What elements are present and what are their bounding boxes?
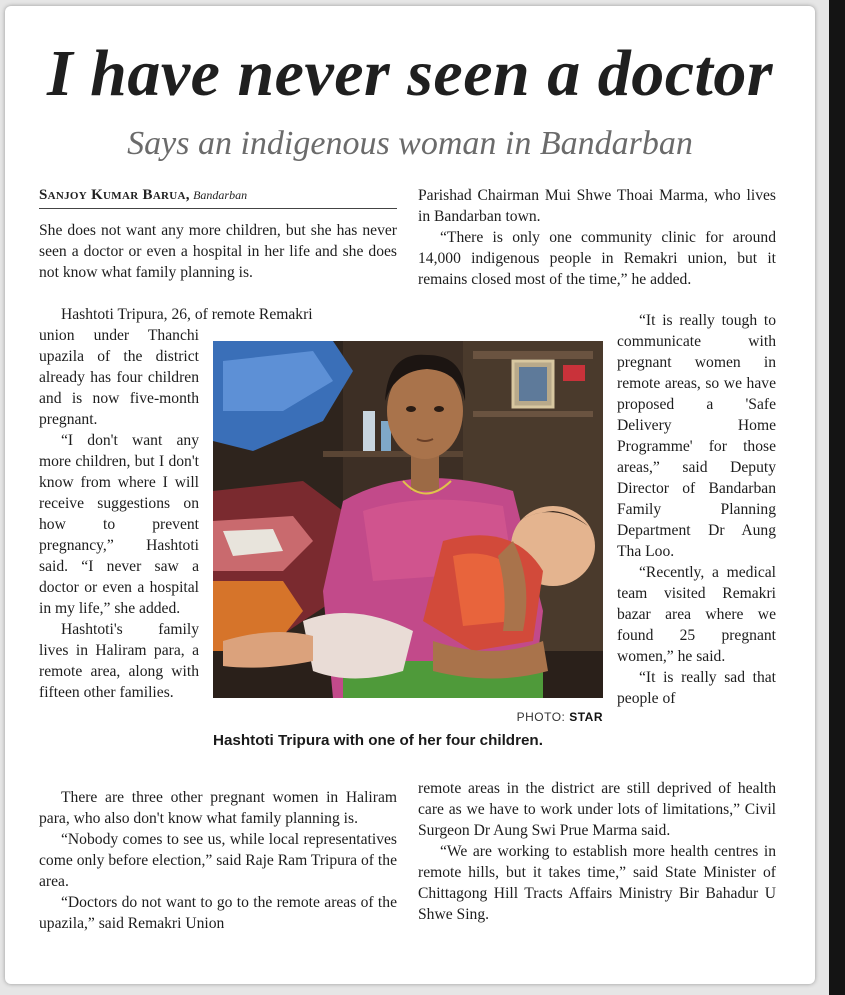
paragraph-3: “I don't want any more children, but I don't know from where I will receive suggestions on how to prevent pregnancy,” Hashtoti said. “I never saw a doctor or even a hospital in my life,” she added. bbox=[39, 432, 199, 617]
paragraph-2: union under Thanchi upazila of the district already has four children and is now five-month pregnant. bbox=[39, 327, 199, 428]
byline bbox=[39, 186, 397, 209]
article-photo bbox=[213, 341, 603, 698]
paragraph-1: She does not want any more children, but she has never seen a doctor or even a hospital in her life and she does not know what family planning is. bbox=[39, 222, 397, 281]
left-narrow-column bbox=[39, 325, 199, 703]
photo-credit: PHOTO: STAR bbox=[516, 710, 603, 724]
paragraph-7: “Doctors do not want to go to the remote areas of the upazila,” said Remakri Union bbox=[39, 894, 397, 932]
paragraph-5: There are three other pregnant women in Haliram para, who also don't know what family planning is. bbox=[39, 789, 397, 827]
right-upper-column bbox=[418, 185, 776, 290]
left-lower-column bbox=[39, 787, 397, 934]
paragraph-11-lead: “It is really sad that people of bbox=[617, 669, 776, 707]
paragraph-11: remote areas in the district are still deprived of health care as we have to work under lots of limitations,” Civil Surgeon Dr Aung Swi Prue Marma said. bbox=[418, 780, 776, 839]
headline: I have never seen a doctor bbox=[46, 37, 774, 110]
paragraph-6: “Nobody comes to see us, while local representatives come only before election,” said Raje Ram Tripura of the area. bbox=[39, 831, 397, 890]
paragraph-10: “Recently, a medical team visited Remakri bazar area where we found 25 pregnant women,” he said. bbox=[617, 564, 776, 665]
subheadline: Says an indigenous woman in Bandarban bbox=[127, 125, 693, 162]
byline-location: Bandarban bbox=[193, 188, 248, 202]
right-narrow-column bbox=[617, 310, 776, 709]
paragraph-12: “We are working to establish more health centres in remote hills, but it takes time,” said State Minister of Chittagong Hill Tracts Affairs Ministry Bir Bahadur U Shwe Sing. bbox=[418, 843, 776, 923]
right-edge-strip bbox=[829, 0, 845, 995]
right-lower-column bbox=[418, 778, 776, 925]
paragraph-4: Hashtoti's family lives in Haliram para, a remote area, along with fifteen other families. bbox=[39, 621, 199, 701]
photo-caption: Hashtoti Tripura with one of her four children. bbox=[213, 732, 543, 749]
byline-author: Sanjoy Kumar Barua, bbox=[39, 187, 190, 203]
paragraph-9: “It is really tough to communicate with pregnant women in remote areas, so we have proposed a 'Safe Delivery Home Programme' for those areas,” said Deputy Director of Bandarban Family Planning Department Dr Aung Tha Loo. bbox=[617, 312, 776, 560]
paragraph-8: “There is only one community clinic for around 14,000 indigenous people in Remakri union, but it remains closed most of the time,” he added. bbox=[418, 229, 776, 288]
paragraph-2-lead: Hashtoti Tripura, 26, of remote Remakri bbox=[61, 306, 313, 323]
paragraph-7-cont: Parishad Chairman Mui Shwe Thoai Marma, who lives in Bandarban town. bbox=[418, 187, 776, 225]
